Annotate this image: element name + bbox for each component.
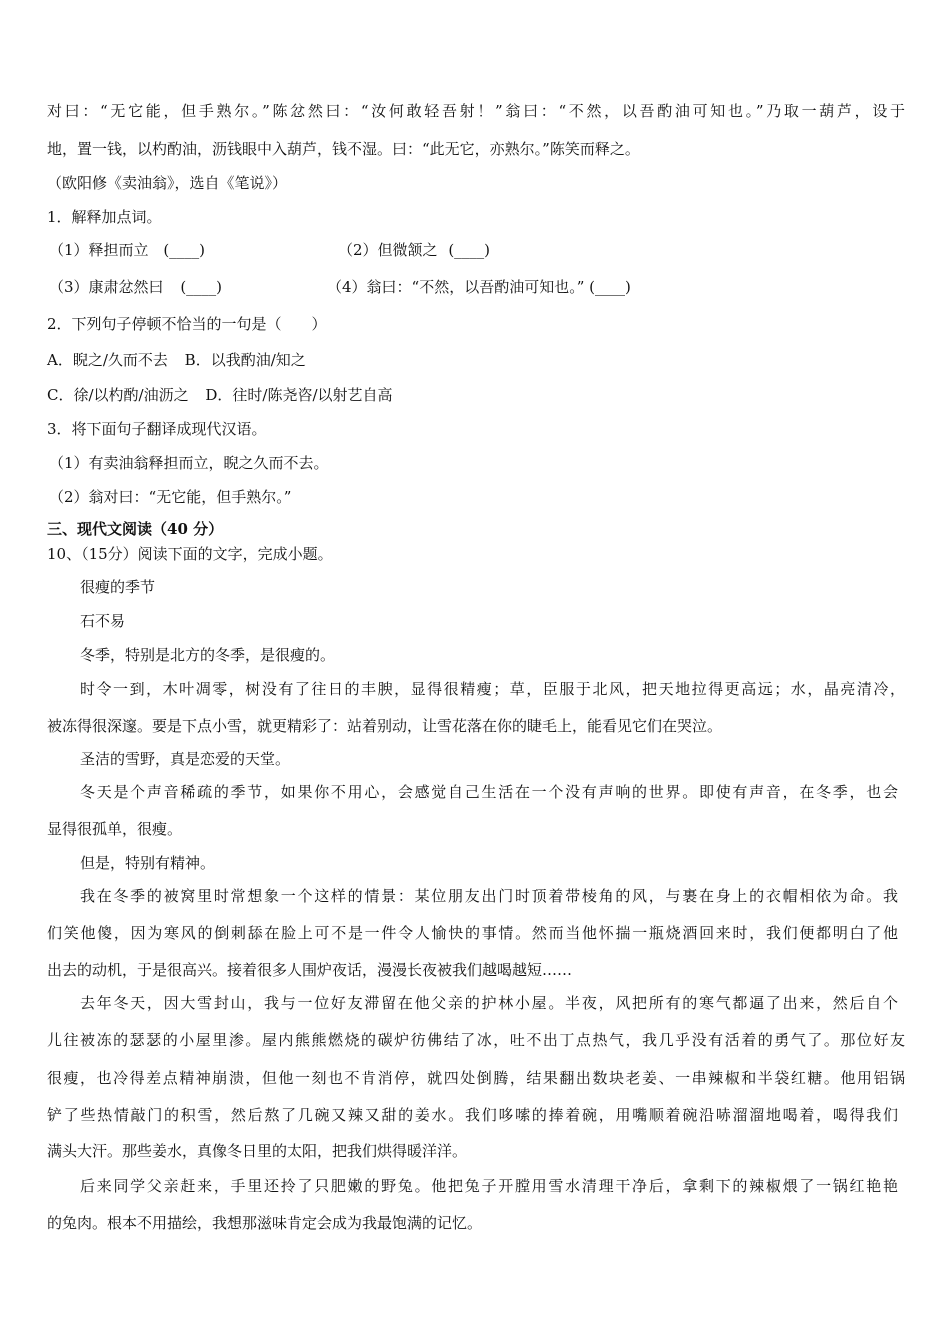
q2-options-cd: [47, 385, 393, 405]
article-title: 很瘦的季节: [80, 578, 156, 596]
option-d: D．往时/陈尧咨/以射艺自高: [205, 386, 393, 404]
q1-item-text: （1）释担而立: [49, 241, 149, 259]
answer-blank[interactable]: (____): [448, 241, 491, 259]
section-heading: 三、现代文阅读（40 分）: [47, 520, 224, 538]
article-paragraph-cont: 很瘦，也冷得差点精神崩溃，但他一刻也不肯消停，就四处倒腾，结果翻出数块老姜、一串辣椒和半袋红糖。他用铝锅: [47, 1069, 905, 1087]
q1-item-3: [49, 277, 222, 297]
question-2-title: 2．下列句子停顿不恰当的一句是（ ）: [47, 315, 327, 333]
answer-blank[interactable]: (____): [163, 241, 206, 259]
article-paragraph-cont: 满头大汗。那些姜水，真像冬日里的太阳，把我们烘得暖洋洋。: [47, 1142, 468, 1160]
answer-blank[interactable]: (____): [589, 278, 631, 296]
passage-line: 地，置一钱，以杓酌油，沥钱眼中入葫芦，钱不湿。曰：“此无它，亦熟尔。”陈笑而释之。: [47, 140, 640, 158]
q1-item-text: （2）但微颔之: [338, 241, 438, 259]
article-paragraph-cont: 出去的动机，于是很高兴。接着很多人围炉夜话，漫漫长夜被我们越喝越短……: [47, 961, 573, 979]
question-1-title: 1．解释加点词。: [47, 208, 162, 226]
article-paragraph: 但是，特别有精神。: [80, 854, 216, 872]
article-paragraph: 圣洁的雪野，真是恋爱的天堂。: [80, 750, 291, 768]
article-paragraph-cont: 们笑他傻，因为寒风的倒刺舔在脸上可不是一件令人愉快的事情。然而当他怀揣一瓶烧酒回来时，我们便都明白了他: [47, 924, 898, 942]
q3-sentence-2: （2）翁对曰：“无它能，但手熟尔。”: [49, 488, 292, 506]
article-paragraph: 冬天是个声音稀疏的季节，如果你不用心，会感觉自己生活在一个没有声响的世界。即使有声音，在冬季，也会: [80, 783, 898, 801]
article-author: 石不易: [80, 612, 126, 630]
q1-item-2: [338, 240, 490, 260]
article-paragraph-cont: 铲了些热情敲门的积雪，然后熬了几碗又辣又甜的姜水。我们哆嗦的捧着碗，用嘴顺着碗沿哧溜溜地喝着，喝得我们: [47, 1106, 898, 1124]
article-paragraph: 冬季，特别是北方的冬季，是很瘦的。: [80, 646, 336, 664]
article-paragraph: 时令一到，木叶凋零，树没有了往日的丰腴，显得很精瘦；草，臣服于北风，把天地拉得更高远；水，晶亮清冷，: [80, 680, 905, 698]
q3-sentence-1: （1）有卖油翁释担而立，睨之久而不去。: [49, 454, 329, 472]
option-b: B．以我酌油/知之: [184, 351, 306, 369]
question-3-title: 3．将下面句子翻译成现代汉语。: [47, 420, 267, 438]
q1-item-4: [327, 277, 631, 297]
article-paragraph-cont: 被冻得很深邃。要是下点小雪，就更精彩了：站着别动，让雪花落在你的睫毛上，能看见它们在哭泣。: [47, 717, 723, 735]
q1-item-1: [49, 240, 205, 260]
article-paragraph: 我在冬季的被窝里时常想象一个这样的情景：某位朋友出门时顶着带棱角的风，与裹在身上的衣帽相依为命。我: [80, 887, 898, 905]
article-paragraph-cont: 显得很孤单，很瘦。: [47, 820, 183, 838]
passage-source: （欧阳修《卖油翁》，选自《笔说》）: [47, 174, 288, 192]
q2-options-ab: [47, 350, 306, 370]
passage-line: 对曰：“无它能，但手熟尔。”陈忿然曰：“汝何敢轻吾射！”翁曰：“不然，以吾酌油可知也。”乃取一葫芦，设于: [47, 102, 905, 120]
article-paragraph: 去年冬天，因大雪封山，我与一位好友滞留在他父亲的护林小屋。半夜，风把所有的寒气都逼了出来，然后自个: [80, 994, 898, 1012]
option-c: C．徐/以杓酌/油沥之: [47, 386, 189, 404]
q1-item-text: （4）翁曰：“不然，以吾酌油可知也。”: [327, 278, 585, 296]
article-paragraph-cont: 的兔肉。根本不用描绘，我想那滋味肯定会成为我最饱满的记忆。: [47, 1214, 483, 1232]
q1-item-text: （3）康肃忿然曰: [49, 278, 164, 296]
question-10-intro: 10、（15分）阅读下面的文字，完成小题。: [47, 545, 333, 563]
answer-blank[interactable]: (____): [180, 278, 223, 296]
article-paragraph-cont: 儿往被冻的瑟瑟的小屋里渗。屋内熊熊燃烧的碳炉彷佛结了冰，吐不出丁点热气，我几乎没有活着的勇气了。那位好友: [47, 1031, 905, 1049]
option-a: A．睨之/久而不去: [47, 351, 168, 369]
article-paragraph: 后来同学父亲赶来，手里还拎了只肥嫩的野兔。他把兔子开膛用雪水清理干净后，拿剩下的辣椒煨了一锅红艳艳: [80, 1177, 898, 1195]
